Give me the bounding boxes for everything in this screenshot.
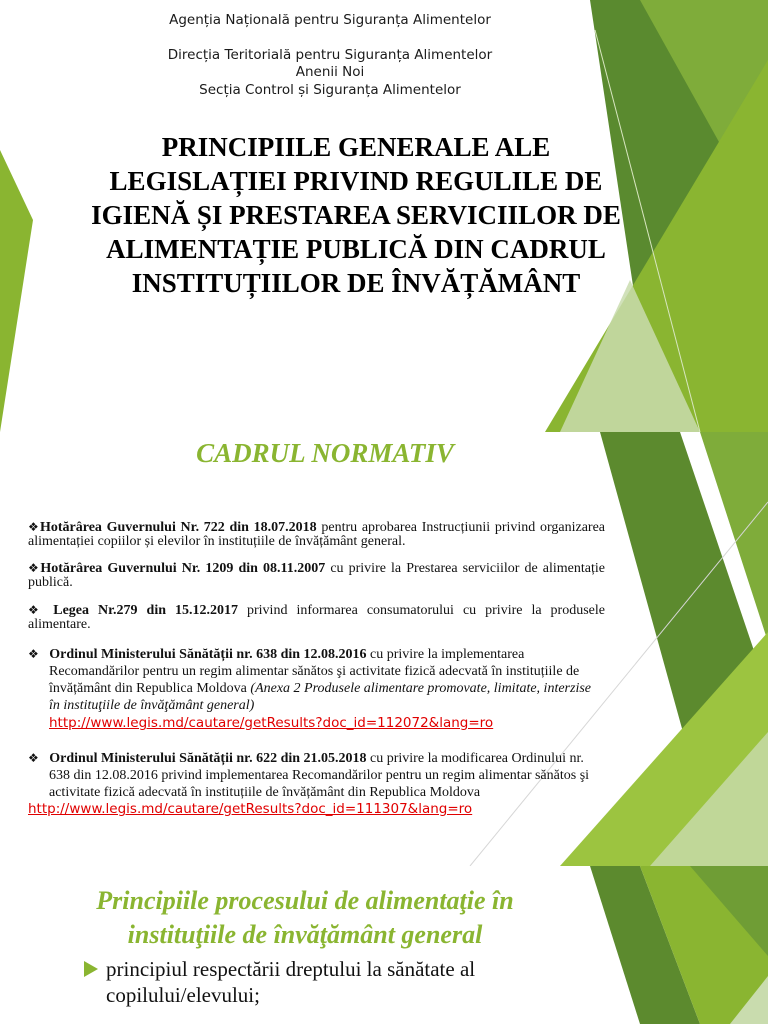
agency-name: Agenția Națională pentru Siguranța Alimentelor: [169, 12, 491, 28]
presentation-title: [40, 130, 672, 300]
principle-text: principiul respectării dreptului la sănătate al copilului/elevului;: [106, 957, 476, 1007]
item-text: privind informarea consumatorului cu privire la produsele alimentare.: [28, 603, 605, 632]
heading-line: Principiile procesului de alimentaţie în: [96, 886, 514, 915]
item-title: Legea Nr.279 din 15.12.2017: [44, 603, 239, 618]
bullet-icon: ❖: [28, 603, 45, 617]
directorate-line1: Direcția Teritorială pentru Siguranța Alimentelor: [167, 47, 493, 63]
directorate-line2: Anenii Noi: [295, 64, 365, 80]
item-title: Ordinul Ministerului Sănătății nr. 638 din 12.08.2016: [49, 647, 367, 662]
principle-item: [106, 956, 566, 1008]
section-heading: CADRUL NORMATIV: [196, 438, 454, 468]
title-line: ALIMENTAȚIE PUBLICĂ DIN CADRUL: [106, 234, 606, 264]
item-text: pentru aprobarea Instrucțiunii privind organizarea alimentației copiilor și elevilor în instituțiile de învățământ general.: [28, 520, 606, 549]
bullet-icon: ❖: [28, 647, 39, 661]
bullet-icon: ❖: [28, 520, 40, 534]
left-green-shape: [0, 150, 33, 432]
list-item: [28, 750, 605, 801]
legal-link-1[interactable]: http://www.legis.md/cautare/getResults?doc_id=112072&lang=ro: [49, 715, 494, 731]
item-note: (Anexa 2 Produsele alimentare promovate, limitate, interzise în instituţiile de învăţământ general): [49, 681, 591, 713]
list-item: [28, 561, 605, 590]
list-item: [28, 646, 605, 714]
item-text: cu privire la implementarea Recomandărilor pentru un regim alimentar sănătos şi activitate fizică adecvată în instituțiile de învățământ din Republica Moldova: [49, 647, 580, 696]
item-title: Hotărârea Guvernului Nr. 722 din 18.07.2018: [39, 520, 317, 535]
title-line: PRINCIPIILE GENERALE ALE: [161, 132, 551, 162]
list-item: [28, 603, 605, 632]
title-slide: [0, 0, 768, 432]
bullet-icon: ❖: [28, 561, 41, 575]
item-text: cu privire la Prestarea serviciilor de alimentație publică.: [28, 561, 605, 590]
item-text: cu privire la modificarea Ordinului nr. 638 din 12.08.2016 privind implementarea Recomandărilor pentru un regim alimentar sănătos şi activitate fizică adecvată în instituțiile de învățământ din Republica Moldova: [49, 751, 590, 800]
title-line: LEGISLAȚIEI PRIVIND REGULILE DE: [109, 166, 603, 196]
item-title: Ordinul Ministerului Sănătății nr. 622 din 21.05.2018: [49, 751, 367, 766]
title-line: IGIENĂ ȘI PRESTAREA SERVICIILOR DE: [91, 200, 621, 230]
list-item: [28, 520, 605, 549]
title-line: INSTITUȚIILOR DE ÎNVĂȚĂMÂNT: [131, 268, 581, 298]
principles-heading: [70, 884, 540, 952]
bullet-icon: ❖: [28, 751, 39, 765]
section-name: Secția Control și Siguranța Alimentelor: [199, 82, 461, 98]
principles-slide: [0, 866, 768, 1024]
legal-link-2[interactable]: http://www.legis.md/cautare/getResults?doc_id=111307&lang=ro: [28, 801, 473, 817]
triangle-bullet-icon: [84, 961, 98, 977]
normative-framework-slide: [0, 432, 768, 866]
heading-line: instituţiile de învăţământ general: [127, 920, 483, 949]
item-title: Hotărârea Guvernului Nr. 1209 din 08.11.2007: [40, 561, 326, 576]
